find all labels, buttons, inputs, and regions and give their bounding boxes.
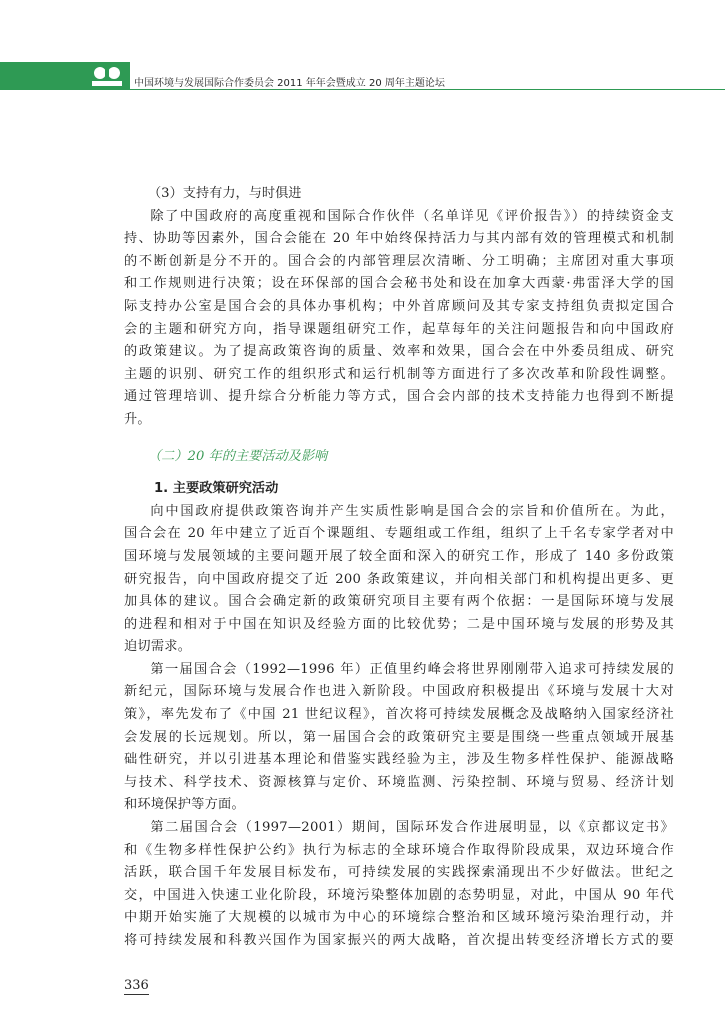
- subsection-title: （3）支持有力，与时俱进: [148, 186, 302, 201]
- text-line: 研究报告，向中国政府提交了近 200 条政策建议，并向相关部门和机构提出更多、更: [124, 571, 674, 587]
- text-line: 和《生物多样性保护公约》执行为标志的全球环境合作取得阶段成果，双边环境合作: [124, 842, 674, 858]
- text-line: 和环境保护等方面。: [124, 797, 245, 813]
- text-line: 向中国政府提供政策咨询并产生实质性影响是国合会的宗旨和价值所在。为此，: [150, 503, 674, 519]
- page-number: 336: [124, 978, 149, 993]
- text-line: 国环境与发展领域的主要问题开展了较全面和深入的研究工作，形成了 140 多份政策: [124, 548, 674, 564]
- section-heading: （二）20 年的主要活动及影响: [148, 448, 328, 464]
- main-content: [124, 183, 674, 953]
- text-line: 第二届国合会（1997—2001）期间，国际环发合作进展明显，以《京都议定书》: [150, 820, 674, 836]
- text-line: 除了中国政府的高度重视和国际合作伙伴（名单详见《评价报告》）的持续资金支: [150, 208, 674, 224]
- text-line: 的政策建议。为了提高政策咨询的质量、效率和效果，国合会在中外委员组成、研究: [124, 344, 674, 360]
- text-line: 迫切需求。: [124, 639, 192, 655]
- text-line: 新纪元，国际环境与发展合作也进入新阶段。中国政府积极提出《环境与发展十大对: [124, 684, 674, 700]
- text-line: 础性研究，并以引进基本理论和借鉴实践经验为主，涉及生物多样性保护、能源战略: [124, 752, 674, 768]
- text-line: 通过管理培训、提升综合分析能力等方式，国合会内部的技术支持能力也得到不断提: [124, 389, 674, 405]
- text-line: 会发展的长远规划。所以，第一届国合会的政策研究主要是围绕一些重点领域开展基: [124, 729, 674, 745]
- text-line: 加具体的建议。国合会确定新的政策研究项目主要有两个依据：一是国际环境与发展: [124, 594, 674, 610]
- cciced-logo-icon: [88, 64, 126, 88]
- text-line: 国合会在 20 年中建立了近百个课题组、专题组或工作组，组织了上千名专家学者对中: [124, 526, 674, 542]
- text-line: 策》，率先发布了《中国 21 世纪议程》，首次将可持续发展概念及战略纳入国家经济社: [124, 707, 674, 723]
- subsection-heading: 1. 主要政策研究活动: [154, 481, 279, 497]
- header-rule: [130, 89, 725, 90]
- text-line: 和工作规则进行决策；设在环保部的国合会秘书处和设在加拿大西蒙·弗雷泽大学的国: [124, 276, 674, 292]
- text-line: 际支持办公室是国合会的具体办事机构；中外首席顾问及其专家支持组负责拟定国合: [124, 298, 674, 314]
- paragraph-4: [124, 817, 674, 953]
- text-line: 主题的识别、研究工作的组织形式和运行机制等方面进行了多次改革和阶段性调整。: [124, 366, 674, 382]
- paragraph-3: [124, 659, 674, 817]
- text-line: 升。: [124, 411, 151, 427]
- text-line: 第一届国合会（1992—1996 年）正值里约峰会将世界刚刚带入追求可持续发展的: [150, 661, 674, 677]
- text-line: 的不断创新是分不开的。国合会的内部管理层次清晰、分工明确；主席团对重大事项: [124, 253, 674, 269]
- text-line: 的进程和相对于中国在知识及经验方面的比较优势；二是中国环境与发展的形势及其: [124, 616, 674, 632]
- text-line: 会的主题和研究方向，指导课题组研究工作，起草每年的关注问题报告和向中国政府: [124, 321, 674, 337]
- paragraph-1: [124, 206, 674, 432]
- text-line: 活跃，联合国千年发展目标发布，可持续发展的实践探索涌现出不少好做法。世纪之: [124, 865, 674, 881]
- text-line: 将可持续发展和科教兴国作为国家振兴的两大战略，首次提出转变经济增长方式的要: [124, 933, 674, 948]
- header-title: 中国环境与发展国际合作委员会 2011 年年会暨成立 20 周年主题论坛: [134, 78, 445, 89]
- text-line: 持、协助等因素外，国合会能在 20 年中始终保持活力与其内部有效的管理模式和机制: [124, 231, 674, 247]
- paragraph-2: [124, 501, 674, 659]
- text-line: 与技术、科学技术、资源核算与定价、环境监测、污染控制、环境与贸易、经济计划: [124, 774, 674, 790]
- text-line: 中期开始实施了大规模的以城市为中心的环境综合整治和区域环境污染治理行动，并: [124, 910, 674, 926]
- text-line: 交，中国进入快速工业化阶段，环境污染整体加剧的态势明显，对此，中国从 90 年代: [124, 887, 674, 903]
- page-header: [0, 62, 725, 90]
